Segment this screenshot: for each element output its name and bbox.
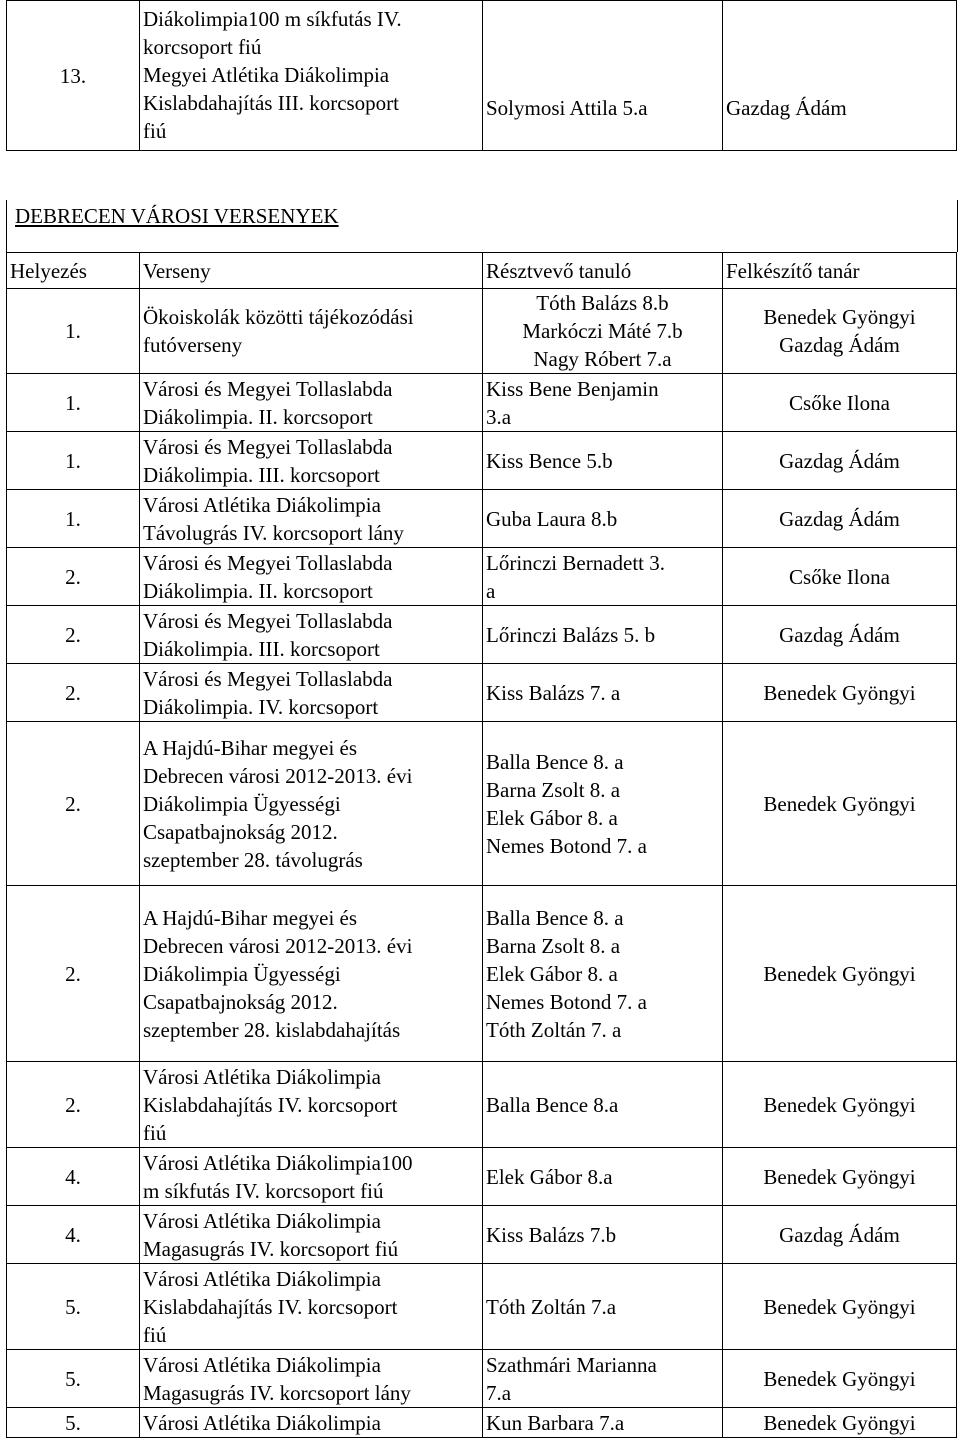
table-row bbox=[7, 490, 957, 548]
table-row bbox=[7, 1350, 957, 1408]
student-cell: Kiss Balázs 7.b bbox=[483, 1206, 723, 1264]
place-cell: 5. bbox=[7, 1408, 140, 1438]
teacher-cell: Gazdag Ádám bbox=[723, 1, 957, 151]
student-cell: Kiss Bene Benjamin 3.a bbox=[483, 374, 723, 432]
section-title-area bbox=[6, 200, 958, 252]
table-row bbox=[7, 1206, 957, 1264]
place-cell: 2. bbox=[7, 1062, 140, 1148]
table-row bbox=[7, 1, 957, 151]
place-cell: 4. bbox=[7, 1148, 140, 1206]
event-cell: A Hajdú-Bihar megyei és Debrecen városi 2012-2013. évi Diákolimpia Ügyességi Csapatbajnokság 2012. szeptember 28. távolugrás bbox=[140, 722, 483, 886]
student-cell: Balla Bence 8. a Barna Zsolt 8. a Elek Gábor 8. a Nemes Botond 7. a Tóth Zoltán 7. a bbox=[483, 886, 723, 1062]
header-place: Helyezés bbox=[7, 253, 140, 289]
event-cell: Városi Atlétika Diákolimpia bbox=[140, 1408, 483, 1438]
table-row bbox=[7, 1264, 957, 1350]
student-cell: Balla Bence 8. a Barna Zsolt 8. a Elek Gábor 8. a Nemes Botond 7. a bbox=[483, 722, 723, 886]
event-cell: Városi Atlétika Diákolimpia Kislabdahajítás IV. korcsoport fiú bbox=[140, 1264, 483, 1350]
table-row bbox=[7, 289, 957, 374]
section-title: DEBRECEN VÁROSI VERSENYEK bbox=[15, 204, 339, 228]
place-cell: 2. bbox=[7, 886, 140, 1062]
student-cell: Solymosi Attila 5.a bbox=[483, 1, 723, 151]
table-row bbox=[7, 606, 957, 664]
place-cell: 1. bbox=[7, 374, 140, 432]
place-cell: 2. bbox=[7, 664, 140, 722]
teacher-cell: Benedek Gyöngyi bbox=[723, 664, 957, 722]
teacher-cell: Benedek Gyöngyi bbox=[723, 722, 957, 886]
table-header-row bbox=[7, 253, 957, 289]
teacher-cell: Gazdag Ádám bbox=[723, 606, 957, 664]
event-cell: Városi és Megyei Tollaslabda Diákolimpia. III. korcsoport bbox=[140, 432, 483, 490]
teacher-cell: Benedek Gyöngyi bbox=[723, 886, 957, 1062]
event-cell: Városi Atlétika Diákolimpia Kislabdahajítás IV. korcsoport fiú bbox=[140, 1062, 483, 1148]
student-cell: Guba Laura 8.b bbox=[483, 490, 723, 548]
student-cell: Balla Bence 8.a bbox=[483, 1062, 723, 1148]
place-cell: 2. bbox=[7, 606, 140, 664]
student-cell: Tóth Zoltán 7.a bbox=[483, 1264, 723, 1350]
teacher-cell: Benedek Gyöngyi bbox=[723, 1350, 957, 1408]
student-cell: Kiss Balázs 7. a bbox=[483, 664, 723, 722]
table-row bbox=[7, 664, 957, 722]
teacher-cell: Benedek Gyöngyi Gazdag Ádám bbox=[723, 289, 957, 374]
header-student: Résztvevő tanuló bbox=[483, 253, 723, 289]
table-row bbox=[7, 886, 957, 1062]
event-cell: Diákolimpia100 m síkfutás IV. korcsoport fiú Megyei Atlétika Diákolimpia Kislabdahajítás III. korcsoport fiú bbox=[140, 1, 483, 151]
place-cell: 2. bbox=[7, 548, 140, 606]
table-row bbox=[7, 1408, 957, 1438]
teacher-cell: Csőke Ilona bbox=[723, 374, 957, 432]
student-cell: Szathmári Marianna 7.a bbox=[483, 1350, 723, 1408]
event-cell: Városi Atlétika Diákolimpia Magasugrás IV. korcsoport fiú bbox=[140, 1206, 483, 1264]
place-cell: 5. bbox=[7, 1264, 140, 1350]
teacher-cell: Gazdag Ádám bbox=[723, 1206, 957, 1264]
place-cell: 4. bbox=[7, 1206, 140, 1264]
event-cell: Ökoiskolák közötti tájékozódási futóverseny bbox=[140, 289, 483, 374]
header-event: Verseny bbox=[140, 253, 483, 289]
teacher-cell: Benedek Gyöngyi bbox=[723, 1148, 957, 1206]
header-teacher: Felkészítő tanár bbox=[723, 253, 957, 289]
teacher-cell: Csőke Ilona bbox=[723, 548, 957, 606]
place-cell: 1. bbox=[7, 490, 140, 548]
student-cell: Elek Gábor 8.a bbox=[483, 1148, 723, 1206]
teacher-cell: Benedek Gyöngyi bbox=[723, 1264, 957, 1350]
teacher-cell: Benedek Gyöngyi bbox=[723, 1408, 957, 1438]
teacher-cell: Gazdag Ádám bbox=[723, 432, 957, 490]
table-row bbox=[7, 722, 957, 886]
student-cell: Kiss Bence 5.b bbox=[483, 432, 723, 490]
event-cell: Városi és Megyei Tollaslabda Diákolimpia. II. korcsoport bbox=[140, 548, 483, 606]
student-cell: Tóth Balázs 8.b Markóczi Máté 7.b Nagy Róbert 7.a bbox=[483, 289, 723, 374]
event-cell: Városi Atlétika Diákolimpia Távolugrás IV. korcsoport lány bbox=[140, 490, 483, 548]
event-cell: Városi és Megyei Tollaslabda Diákolimpia. III. korcsoport bbox=[140, 606, 483, 664]
place-cell: 1. bbox=[7, 432, 140, 490]
student-cell: Lőrinczi Balázs 5. b bbox=[483, 606, 723, 664]
event-cell: A Hajdú-Bihar megyei és Debrecen városi 2012-2013. évi Diákolimpia Ügyességi Csapatbajnokság 2012. szeptember 28. kislabdahajítás bbox=[140, 886, 483, 1062]
teacher-cell: Benedek Gyöngyi bbox=[723, 1062, 957, 1148]
table-row bbox=[7, 548, 957, 606]
table-row bbox=[7, 432, 957, 490]
event-cell: Városi és Megyei Tollaslabda Diákolimpia. IV. korcsoport bbox=[140, 664, 483, 722]
table-row bbox=[7, 1148, 957, 1206]
table-row bbox=[7, 374, 957, 432]
teacher-cell: Gazdag Ádám bbox=[723, 490, 957, 548]
place-cell: 13. bbox=[7, 1, 140, 151]
results-table bbox=[6, 252, 957, 1438]
top-results-table bbox=[6, 0, 957, 151]
student-cell: Kun Barbara 7.a bbox=[483, 1408, 723, 1438]
event-cell: Városi és Megyei Tollaslabda Diákolimpia. II. korcsoport bbox=[140, 374, 483, 432]
event-cell: Városi Atlétika Diákolimpia Magasugrás IV. korcsoport lány bbox=[140, 1350, 483, 1408]
event-cell: Városi Atlétika Diákolimpia100 m síkfutás IV. korcsoport fiú bbox=[140, 1148, 483, 1206]
place-cell: 2. bbox=[7, 722, 140, 886]
place-cell: 5. bbox=[7, 1350, 140, 1408]
table-row bbox=[7, 1062, 957, 1148]
student-cell: Lőrinczi Bernadett 3. a bbox=[483, 548, 723, 606]
place-cell: 1. bbox=[7, 289, 140, 374]
